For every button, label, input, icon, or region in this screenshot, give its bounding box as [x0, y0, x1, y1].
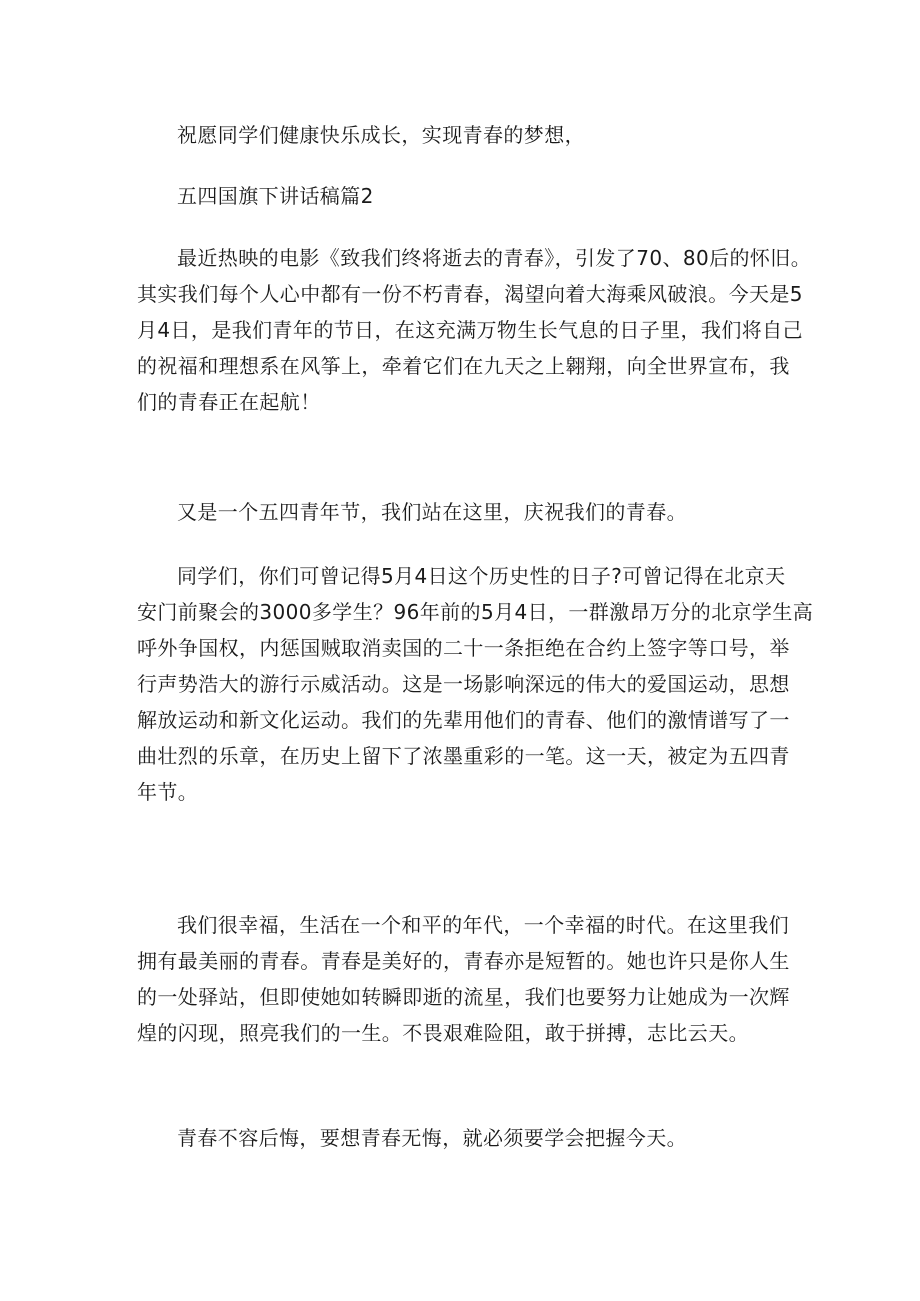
text-line: 行声势浩大的游行示威活动。这是一场影响深远的伟大的爱国运动，思想 — [137, 672, 790, 696]
text-line: 最近热映的电影《致我们终将逝去的青春》，引发了70、80后的怀旧。 — [177, 246, 812, 270]
text-line: 年节。 — [137, 780, 199, 804]
section-heading — [137, 178, 374, 214]
paragraph-movie — [137, 240, 811, 420]
paragraph-wish — [137, 117, 585, 153]
paragraph-celebrate — [137, 494, 687, 530]
text-line: 青春不容后悔，要想青春无悔，就必须要学会把握今天。 — [177, 1126, 687, 1150]
text-line: 的祝福和理想系在风筝上，牵着它们在九天之上翱翔，向全世界宣布，我 — [137, 354, 790, 378]
text-line: 解放运动和新文化运动。我们的先辈用他们的青春、他们的激情谱写了一 — [137, 708, 790, 732]
paragraph-closing — [137, 1120, 687, 1156]
text-line: 们的青春正在起航！ — [137, 390, 321, 414]
text-line: 呼外争国权，内惩国贼取消卖国的二十一条拒绝在合约上签字等口号，举 — [137, 636, 790, 660]
text-line: 又是一个五四青年节，我们站在这里，庆祝我们的青春。 — [177, 500, 687, 524]
text-line: 祝愿同学们健康快乐成长，实现青春的梦想， — [177, 123, 585, 147]
text-line: 安门前聚会的3000多学生？96年前的5月4日，一群激昂万分的北京学生高 — [137, 600, 814, 624]
text-line: 的一处驿站，但即使她如转瞬即逝的流星，我们也要努力让她成为一次辉 — [137, 985, 790, 1009]
paragraph-history — [137, 558, 813, 810]
paragraph-happiness — [137, 907, 790, 1051]
text-line: 拥有最美丽的青春。青春是美好的，青春亦是短暂的。她也许只是你人生 — [137, 949, 790, 973]
text-line: 我们很幸福，生活在一个和平的年代，一个幸福的时代。在这里我们 — [177, 913, 789, 937]
text-line: 月4日，是我们青年的节日，在这充满万物生长气息的日子里，我们将自己 — [137, 318, 803, 342]
text-line: 其实我们每个人心中都有一份不朽青春，渴望向着大海乘风破浪。今天是5 — [137, 282, 803, 306]
text-line: 煌的闪现，照亮我们的一生。不畏艰难险阻，敢于拼搏，志比云天。 — [137, 1021, 749, 1045]
heading-text: 五四国旗下讲话稿篇2 — [177, 184, 374, 208]
text-line: 曲壮烈的乐章，在历史上留下了浓墨重彩的一笔。这一天，被定为五四青 — [137, 744, 790, 768]
text-line: 同学们，你们可曾记得5月4日这个历史性的日子?可曾记得在北京天 — [177, 564, 786, 588]
